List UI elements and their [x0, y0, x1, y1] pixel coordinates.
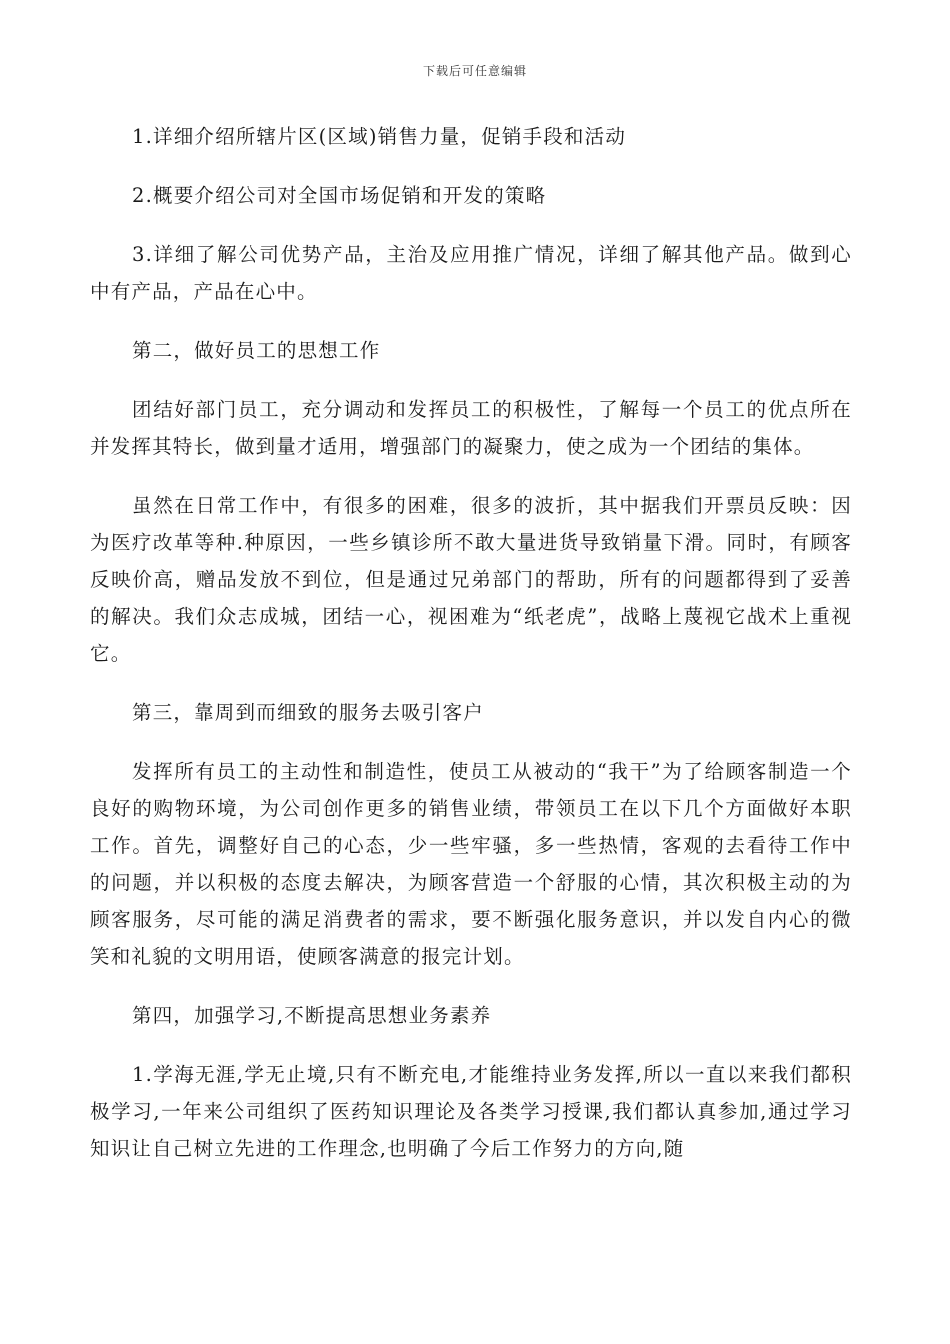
paragraph-service: 发挥所有员工的主动性和制造性，使员工从被动的“我干”为了给顾客制造一个良好的购物环境，为公司创作更多的销售业绩，带领员工在以下几个方面做好本职工作。首先，调整好自己的心态，少一些牢骚，多一些热情，客观的去看待工作中的问题，并以积极的态度去解决，为顾客营造一个舒服的心情，其次积极主动的为顾客服务，尽可能的满足消费者的需求，要不断强化服务意识，并以发自内心的微笑和礼貌的文明用语，使顾客满意的报完计划。 — [90, 760, 852, 968]
paragraph-difficulties: 虽然在日常工作中，有很多的困难，很多的波折，其中据我们开票员反映：因为医疗改革等种.种原因，一些乡镇诊所不敢大量进货导致销量下滑。同时，有顾客反映价高，赠品发放不到位，但是通过兄弟部门的帮助，所有的问题都得到了妥善的解决。我们众志成城，团结一心，视困难为“纸老虎”，战略上蔑视它战术上重视它。 — [90, 494, 852, 665]
document-body — [90, 118, 852, 1167]
paragraph-item-2: 2.概要介绍公司对全国市场促销和开发的策略 — [132, 184, 547, 207]
paragraph-item-1: 1.详细介绍所辖片区(区域)销售力量，促销手段和活动 — [132, 125, 627, 148]
paragraph-item-3: 3.详细了解公司优势产品，主治及应用推广情况，详细了解其他产品。做到心中有产品，产品在心中。 — [90, 243, 852, 303]
paragraph-team-unity: 团结好部门员工，充分调动和发挥员工的积极性，了解每一个员工的优点所在并发挥其特长，做到量才适用，增强部门的凝聚力，使之成为一个团结的集体。 — [90, 398, 852, 458]
section-heading-2: 第二，做好员工的思想工作 — [132, 339, 381, 362]
section-heading-3: 第三，靠周到而细致的服务去吸引客户 — [132, 701, 484, 724]
page-header: 下载后可任意编辑 — [422, 64, 527, 78]
section-heading-4: 第四，加强学习,不断提高思想业务素养 — [132, 1004, 492, 1027]
paragraph-study: 1.学海无涯,学无止境,只有不断充电,才能维持业务发挥,所以一直以来我们都积极学习,一年来公司组织了医药知识理论及各类学习授课,我们都认真参加,通过学习知识让自己树立先进的工作理念,也明确了今后工作努力的方向,随 — [90, 1063, 852, 1160]
